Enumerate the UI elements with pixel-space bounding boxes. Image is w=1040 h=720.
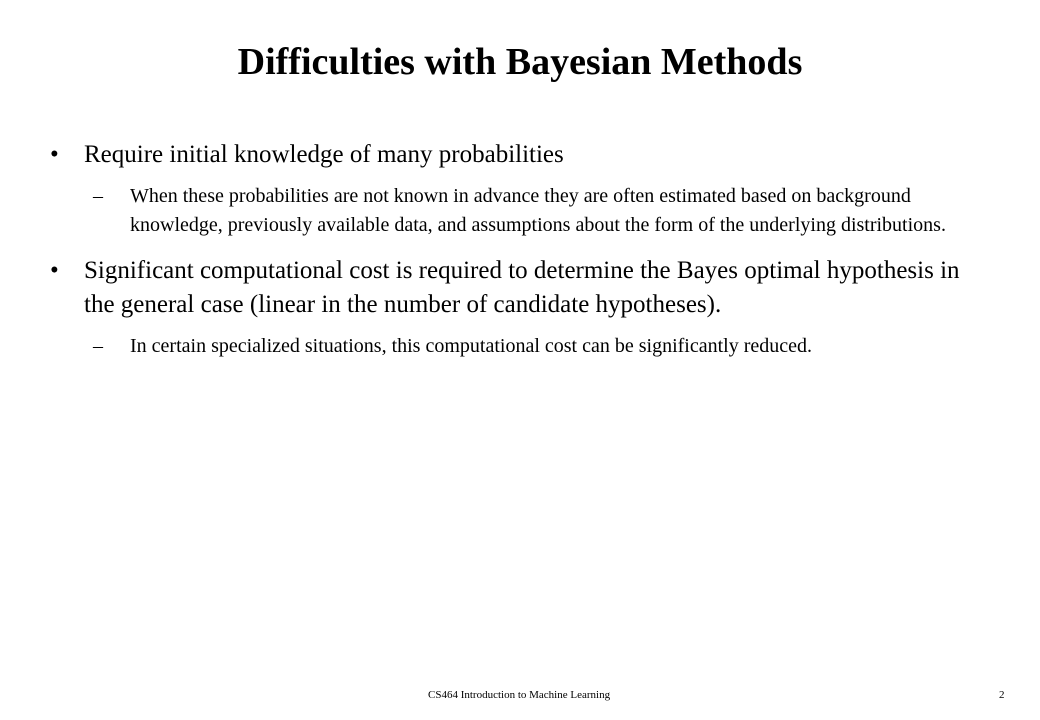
sub-bullet-text: In certain specialized situations, this computational cost can be significantly reduced.: [130, 335, 813, 357]
sub-bullet-item: [50, 332, 990, 361]
slide-title: Difficulties with Bayesian Methods: [237, 41, 803, 83]
bullet-marker: •: [50, 141, 59, 168]
bullet-marker: •: [50, 257, 59, 284]
sub-bullet-text: When these probabilities are not known in advance they are often estimated based on background knowledge, previously available data, and assumptions about the form of the underlying distributions.: [130, 185, 946, 236]
page-number: 2: [999, 689, 1005, 701]
sub-bullet-marker: –: [93, 335, 103, 357]
slide-content: [50, 138, 990, 375]
sub-bullet-marker: –: [93, 185, 103, 207]
bullet-item: [50, 138, 990, 172]
sub-bullet-item: [50, 182, 990, 240]
bullet-item: [50, 254, 990, 322]
bullet-text: Require initial knowledge of many probabilities: [84, 141, 564, 168]
bullet-text: Significant computational cost is required to determine the Bayes optimal hypothesis in the general case (linear in the number of candidate hypotheses).: [84, 257, 960, 318]
course-name: CS464 Introduction to Machine Learning: [428, 689, 611, 701]
